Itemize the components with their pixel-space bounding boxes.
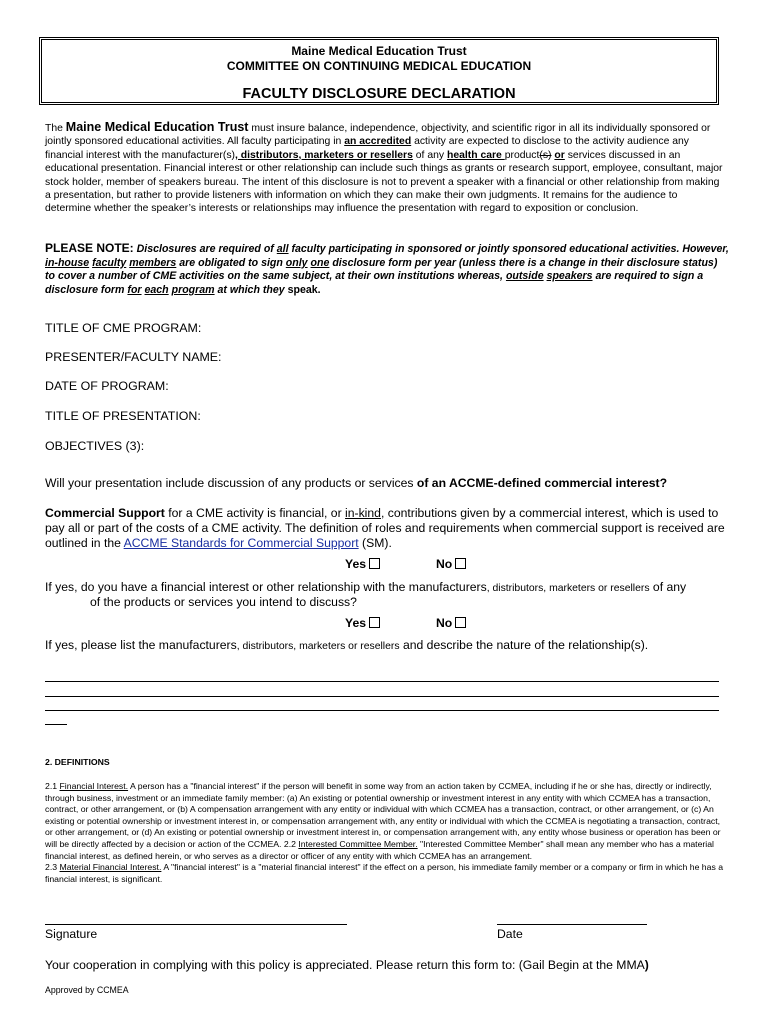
please-note: PLEASE NOTE: Disclosures are required of all faculty participating in sponsored or jointly sponsored educational activities. However, in-house faculty members are obligated to sign only one disclosure form per year (unless there is a change in their disclosure status) to cover a number of CME activities on the same subject, at their own institutions whereas, outside speakers are required to sign a disclosure form for each program at which they speak. xyxy=(45,241,729,296)
approved-by: Approved by CCMEA xyxy=(45,985,129,995)
committee-name: COMMITTEE ON CONTINUING MEDICAL EDUCATION xyxy=(226,59,532,73)
financial-relationship-question: If yes, do you have a financial interest or other relationship with the manufacturers, distributors, marketers or resellers of any xyxy=(45,580,687,594)
form-title: FACULTY DISCLOSURE DECLARATION xyxy=(242,86,516,102)
no-checkbox-1[interactable] xyxy=(455,558,466,569)
footer-instructions: Your cooperation in complying with this policy is appreciated. Please return this form to: (Gail Begin at the MMA) xyxy=(45,958,649,972)
objectives-field[interactable]: OBJECTIVES (3): xyxy=(45,439,145,453)
no-option-1[interactable]: No xyxy=(436,557,466,571)
yes-option-2[interactable]: Yes xyxy=(345,616,380,630)
definitions-heading: 2. DEFINITIONS xyxy=(45,757,110,767)
cme-program-title-field[interactable]: TITLE OF CME PROGRAM: xyxy=(45,321,202,335)
yes-checkbox-2[interactable] xyxy=(369,617,380,628)
presenter-name-field[interactable]: PRESENTER/FACULTY NAME: xyxy=(45,350,222,364)
accme-standards-link[interactable]: ACCME Standards for Commercial Support xyxy=(123,536,359,550)
financial-relationship-question-line2: of the products or services you intend to discuss? xyxy=(90,595,357,609)
answer-line-1[interactable] xyxy=(45,681,719,682)
header-box xyxy=(39,37,719,105)
program-date-field[interactable]: DATE OF PROGRAM: xyxy=(45,379,169,393)
list-manufacturers-question: If yes, please list the manufacturers, distributors, marketers or resellers and describe the nature of the relationship(s). xyxy=(45,638,649,652)
commercial-interest-question: Will your presentation include discussion of any products or services of an ACCME-defined commercial interest? xyxy=(45,476,668,490)
intro-paragraph: The Maine Medical Education Trust must insure balance, independence, objectivity, and scientific rigor in all its individually sponsored or jointly sponsored educational activities. All faculty participating in an accredited activity are expected to disclose to the activity audience any financial interest with the manufacturer(s), distributors, marketers or resellers of any health care product(s) or services discussed in an educational presentation. Financial interest or other relationship can include such things as grants or research support, employee, consultant, major stock holder, member of speakers bureau. The intent of this disclosure is not to prevent a speaker with a financial or other relationship from making a presentation, but rather to provide listeners with information on which they can make their own judgments. It remains for the audience to determine whether the speaker’s interests or relationships may influence the presentation with regard to exposition or conclusion. xyxy=(45,120,723,215)
presentation-title-field[interactable]: TITLE OF PRESENTATION: xyxy=(45,409,201,423)
answer-line-4[interactable] xyxy=(45,724,67,725)
no-checkbox-2[interactable] xyxy=(455,617,466,628)
organization-name: Maine Medical Education Trust xyxy=(291,44,467,58)
signature-line[interactable] xyxy=(45,924,347,925)
answer-line-2[interactable] xyxy=(45,696,719,697)
date-line[interactable] xyxy=(497,924,647,925)
signature-label: Signature xyxy=(45,927,98,941)
no-option-2[interactable]: No xyxy=(436,616,466,630)
yes-option-1[interactable]: Yes xyxy=(345,557,380,571)
commercial-support-paragraph: Commercial Support for a CME activity is financial, or in-kind, contributions given by a commercial interest, which is used to pay all or part of the costs of a CME activity. The definition of roles and requirements when commercial support is received are outlined in the ACCME Standards for Commercial Support (SM). xyxy=(45,506,725,550)
answer-line-3[interactable] xyxy=(45,710,719,711)
date-label: Date xyxy=(497,927,523,941)
definitions-text: 2.1 Financial Interest. A person has a "financial interest" if the person will benefit in some way from an action taken by CCMEA, including if he or she has, directly or indirectly, through business, investment or an immediate family member: (a) An existing or potential ownership or investment interest in any entity with which CCMEA has a transaction, contract, or other arrangement, or (b) A compensation arrangement with any entity or individual with which CCMEA has a transaction, contract, or other arrangement, or (c) An existing or potential ownership or investment interest in, or compensation arrangement with, any entity or individual with which the CCMEA is negotiating a transaction, contract, or other arrangement, or (d) An existing or potential ownership or investment interest in, or compensation arrangement with, any entity whose business or operation has been or will be directly affected by a decision or action of the CCMEA. 2.2 Interested Committee Member. "Interested Committee Member" shall mean any member who has a material financial interest, as defined herein, or who serves as a director or officer of any entity with which CCMEA has an arrangement. 2.3 Material Financial Interest. A "financial interest" is a "material financial interest" if the effect on a person, his immediate family member or a company or firm in which he has a financial interest, is significant. xyxy=(45,781,724,884)
yes-checkbox-1[interactable] xyxy=(369,558,380,569)
